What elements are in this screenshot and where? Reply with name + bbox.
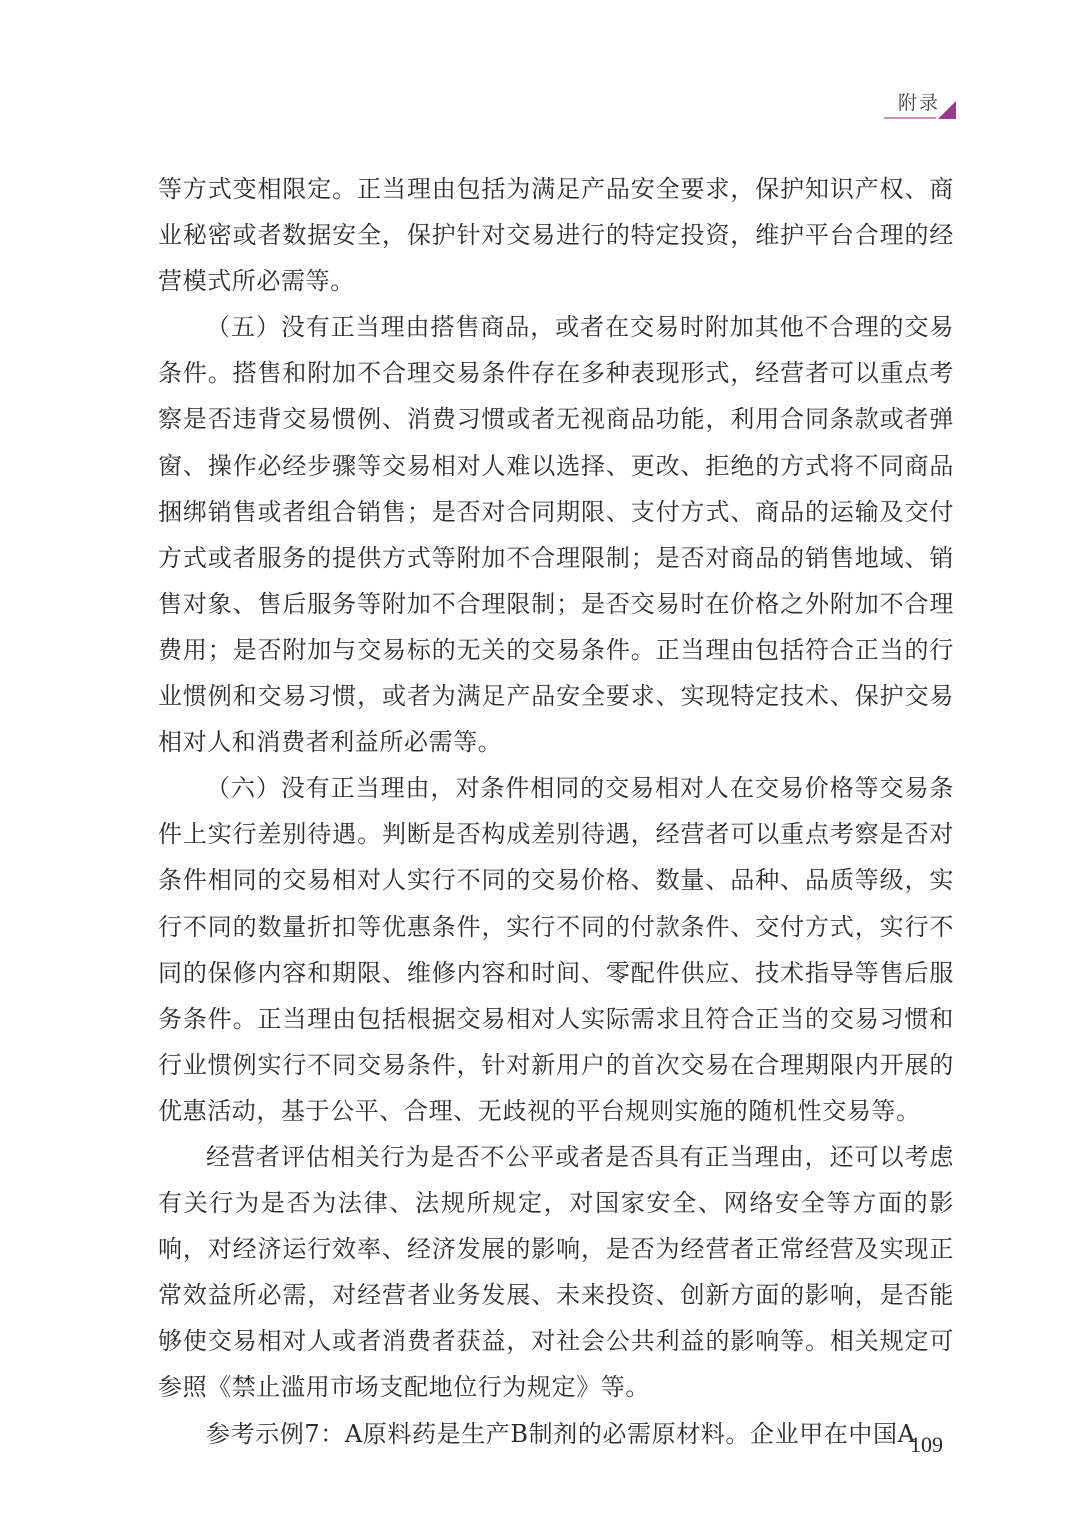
paragraph-assessment: 经营者评估相关行为是否不公平或者是否具有正当理由，还可以考虑有关行为是否为法律、法规所规定，对国家安全、网络安全等方面的影响，对经济运行效率、经济发展的影响，是否为经营者正常经营及实现正常效益所必需，对经营者业务发展、未来投资、创新方面的影响，是否能够使交易相对人或者消费者获益，对社会公共利益的影响等。相关规定可参照《禁止滥用市场支配地位行为规定》等。 bbox=[158, 1142, 954, 1402]
running-header bbox=[880, 88, 960, 122]
paragraph-item-6: （六）没有正当理由，对条件相同的交易相对人在交易价格等交易条件上实行差别待遇。判断是否构成差别待遇，经营者可以重点考察是否对条件相同的交易相对人实行不同的交易价格、数量、品种、品质等级，实行不同的数量折扣等优惠条件，实行不同的付款条件、交付方式，实行不同的保修内容和期限、维修内容和时间、零配件供应、技术指导等售后服务条件。正当理由包括根据交易相对人实际需求且符合正当的交易习惯和行业惯例实行不同交易条件，针对新用户的首次交易在合理期限内开展的优惠活动，基于公平、合理、无歧视的平台规则实施的随机性交易等。 bbox=[158, 774, 954, 1125]
body-text bbox=[158, 166, 954, 1457]
paragraph-example-7: 参考示例7：A原料药是生产B制剂的必需原材料。企业甲在中国A bbox=[206, 1419, 916, 1448]
paragraph-item-5: （五）没有正当理由搭售商品，或者在交易时附加其他不合理的交易条件。搭售和附加不合理交易条件存在多种表现形式，经营者可以重点考察是否违背交易惯例、消费习惯或者无视商品功能，利用合同条款或者弹窗、操作必经步骤等交易相对人难以选择、更改、拒绝的方式将不同商品捆绑销售或者组合销售；是否对合同期限、支付方式、商品的运输及交付方式或者服务的提供方式等附加不合理限制；是否对商品的销售地域、销售对象、售后服务等附加不合理限制；是否交易时在价格之外附加不合理费用；是否附加与交易标的无关的交易条件。正当理由包括符合正当的行业惯例和交易习惯，或者为满足产品安全要求、实现特定技术、保护交易相对人和消费者利益所必需等。 bbox=[158, 313, 954, 757]
section-label: 附录 bbox=[898, 92, 941, 114]
page-number: 109 bbox=[910, 1432, 943, 1457]
corner-triangle-icon bbox=[938, 101, 956, 119]
header-rule bbox=[884, 117, 936, 119]
paragraph-continuation: 等方式变相限定。正当理由包括为满足产品安全要求，保护知识产权、商业秘密或者数据安全，保护针对交易进行的特定投资，维护平台合理的经营模式所必需等。 bbox=[158, 175, 954, 296]
